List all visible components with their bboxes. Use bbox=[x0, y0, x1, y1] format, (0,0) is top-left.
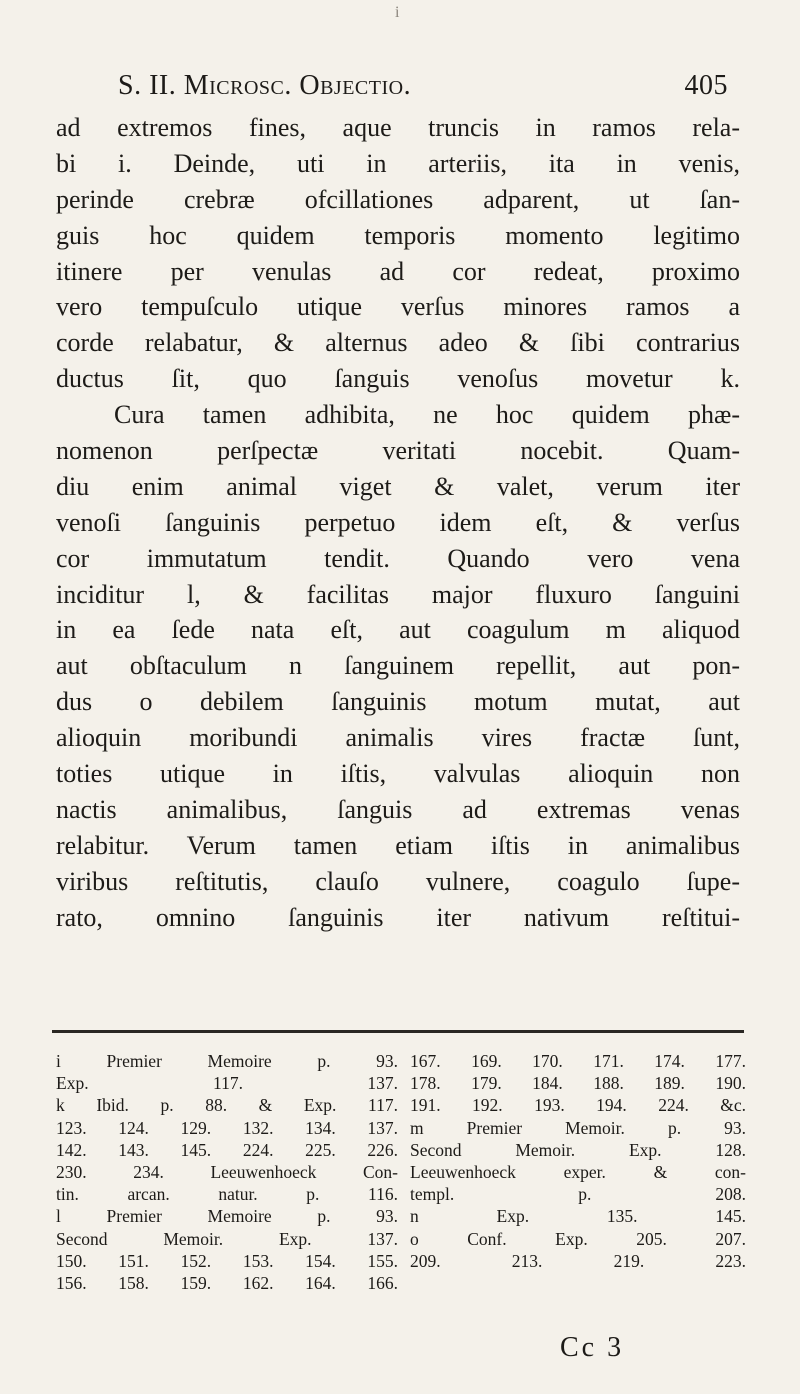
text-line: diu enim animal viget & valet, verum iter bbox=[56, 471, 740, 501]
footnotes-right-column bbox=[410, 1050, 746, 1272]
text-line: relabitur. Verum tamen etiam iſtis in animalibus bbox=[56, 830, 740, 860]
footnote-line: o Conf. Exp. 205. 207. bbox=[410, 1228, 746, 1249]
footnote-line: 142. 143. 145. 224. 225. 226. bbox=[56, 1139, 398, 1160]
text-line: alioquin moribundi animalis vires fractæ ſunt, bbox=[56, 723, 740, 753]
text-line: toties utique in iſtis, valvulas alioquin non bbox=[56, 759, 740, 789]
text-line: bi i. Deinde, uti in arteriis, ita in venis, bbox=[56, 148, 740, 178]
text-line: nomenon perſpectæ veritati nocebit. Quam- bbox=[56, 436, 740, 466]
text-line: vero tempuſculo utique verſus minores ramos a bbox=[56, 292, 740, 322]
text-line: perinde crebræ ofcillationes adparent, ut ſan- bbox=[56, 184, 740, 214]
footnote-line: m Premier Memoir. p. 93. bbox=[410, 1117, 746, 1138]
signature-mark: Cc 3 bbox=[560, 1332, 625, 1363]
footnote-line: tin. arcan. natur. p. 116. bbox=[56, 1184, 398, 1205]
footnote-line: Exp. 117. 137. bbox=[56, 1073, 398, 1094]
text-line: aut obſtaculum n ſanguinem repellit, aut pon- bbox=[56, 651, 740, 681]
text-line: itinere per venulas ad cor redeat, proximo bbox=[56, 256, 740, 286]
page-number: 405 bbox=[684, 70, 728, 101]
footnote-line: 150. 151. 152. 153. 154. 155. bbox=[56, 1250, 398, 1271]
footnote-line: 156. 158. 159. 162. 164. 166. bbox=[56, 1272, 398, 1293]
text-line: dus o debilem ſanguinis motum mutat, aut bbox=[56, 687, 740, 717]
footnote-line: n Exp. 135. 145. bbox=[410, 1206, 746, 1227]
footnote-line: k Ibid. p. 88. & Exp. 117. bbox=[56, 1095, 398, 1116]
footnote-line: 230. 234. Leeuwenhoeck Con- bbox=[56, 1161, 398, 1182]
text-line: ad extremos fines, aque truncis in ramos rela- bbox=[56, 113, 740, 142]
footnotes-left-column bbox=[56, 1050, 398, 1294]
text-line: corde relabatur, & alternus adeo & ſibi contrarius bbox=[56, 328, 740, 358]
text-line: ductus ſit, quo ſanguis venoſus movetur k. bbox=[56, 364, 740, 394]
footnote-line: 123. 124. 129. 132. 134. 137. bbox=[56, 1117, 398, 1138]
text-line: in ea ſede nata eſt, aut coagulum m aliquod bbox=[56, 615, 740, 645]
footnote-line: Second Memoir. Exp. 128. bbox=[410, 1139, 746, 1160]
text-line: inciditur l, & facilitas major fluxuro ſanguini bbox=[56, 579, 740, 609]
top-margin-mark: i bbox=[395, 4, 400, 21]
footnote-line: Leeuwenhoeck exper. & con- bbox=[410, 1161, 746, 1182]
text-line: viribus reſtitutis, clauſo vulnere, coagulo ſupe- bbox=[56, 866, 740, 896]
text-line: rato, omnino ſanguinis iter nativum reſtitui- bbox=[56, 902, 740, 932]
text-line: cor immutatum tendit. Quando vero vena bbox=[56, 543, 740, 573]
footnote-line: 178. 179. 184. 188. 189. 190. bbox=[410, 1073, 746, 1094]
text-line: nactis animalibus, ſanguis ad extremas venas bbox=[56, 794, 740, 824]
running-title: S. II. Microsc. Objectio. bbox=[118, 70, 412, 101]
footnote-line: i Premier Memoire p. 93. bbox=[56, 1051, 398, 1071]
running-header bbox=[102, 70, 728, 102]
text-line: venoſi ſanguinis perpetuo idem eſt, & verſus bbox=[56, 507, 740, 537]
footnote-line: 209. 213. 219. 223. bbox=[410, 1250, 746, 1271]
main-text bbox=[56, 110, 740, 935]
text-line: Cura tamen adhibita, ne hoc quidem phæ- bbox=[114, 400, 740, 430]
footnote-line: templ. p. 208. bbox=[410, 1184, 746, 1205]
footnote-rule bbox=[52, 1030, 744, 1033]
footnote-line: 167. 169. 170. 171. 174. 177. bbox=[410, 1051, 746, 1071]
footnote-line: 191. 192. 193. 194. 224. &c. bbox=[410, 1095, 746, 1116]
footnote-line: l Premier Memoire p. 93. bbox=[56, 1206, 398, 1227]
footnote-line: Second Memoir. Exp. 137. bbox=[56, 1228, 398, 1249]
text-line: guis hoc quidem temporis momento legitimo bbox=[56, 220, 740, 250]
